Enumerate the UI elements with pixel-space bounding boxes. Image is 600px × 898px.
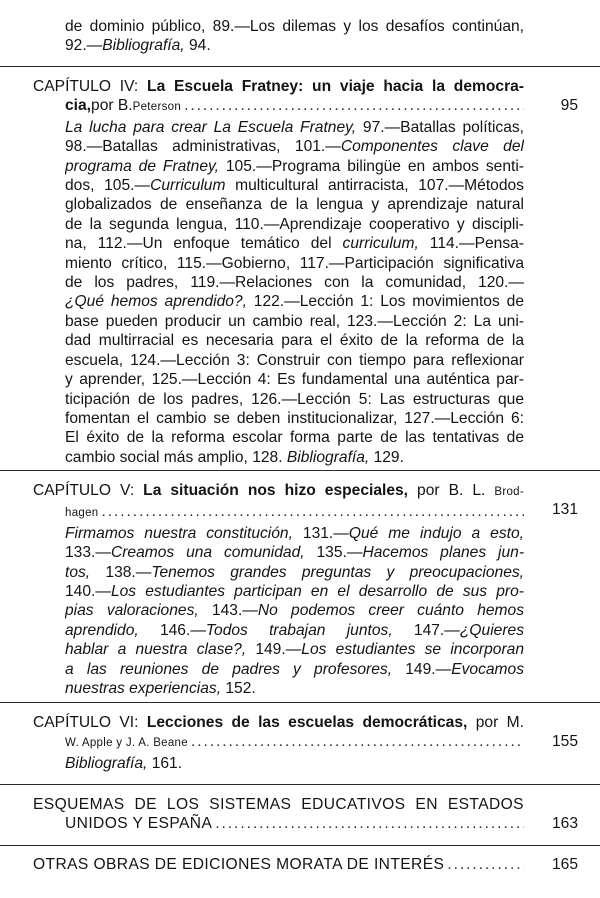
otras-obras-page-number: 165	[551, 856, 578, 873]
esquemas-heading-line-2: UNIDOS Y ESPAÑA . . .	[65, 814, 524, 833]
divider-rule-3	[0, 702, 600, 703]
chapter-6-heading-line-2: W. Apple y J. A. Beane . . .	[65, 732, 524, 753]
esquemas-page-number: 163	[551, 815, 578, 832]
esquemas-heading: ESQUEMAS DE LOS SISTEMAS EDUCATIVOS EN ESTADOS	[33, 796, 524, 813]
chapter-6-entry[interactable]	[33, 713, 524, 773]
chapter-6-summary: Bibliografía, 161.	[65, 754, 183, 772]
dot-leader	[215, 814, 524, 833]
chapter-4-page-number: 95	[560, 97, 578, 114]
continuation-line-1: de dominio público, 89.—Los dilemas y los desafíos continúan,	[65, 18, 524, 35]
chapter-4-heading: CAPÍTULO IV: La Escuela Fratney: un viaje hacia la democra-	[33, 78, 524, 95]
chapter-6-page-number: 155	[551, 733, 578, 750]
dot-leader	[101, 502, 524, 521]
chapter-5-heading-line-2: hagen . . .	[65, 502, 524, 523]
chapter-5-page-number: 131	[551, 501, 578, 518]
divider-rule-4	[0, 784, 600, 785]
esquemas-entry[interactable]	[33, 795, 524, 834]
chapter-5-entry[interactable]	[33, 481, 524, 698]
continuation-line-2: 92.—Bibliografía, 94.	[65, 37, 211, 55]
otras-obras-entry[interactable]	[33, 855, 524, 874]
chapter-5-heading: CAPÍTULO V: La situación nos hizo especiales, por B. L. Brod-	[33, 482, 524, 499]
chapter-4-heading-line-2: cia, por B. Peterson . . .	[65, 96, 524, 117]
dot-leader	[184, 96, 524, 115]
dot-leader	[447, 855, 524, 874]
chapter-6-heading: CAPÍTULO VI: Lecciones de las escuelas democráticas, por M.	[33, 714, 524, 731]
divider-rule-2	[0, 470, 600, 471]
otras-obras-heading: OTRAS OBRAS DE EDICIONES MORATA DE INTERÉS . . .	[33, 855, 524, 874]
divider-rule-1	[0, 66, 600, 67]
previous-chapter-continuation	[65, 17, 524, 56]
dot-leader	[191, 732, 524, 751]
chapter-4-entry[interactable]	[33, 77, 524, 467]
chapter-5-summary: Firmamos nuestra constitución, 131.—Qué me indujo a esto, 133.—Creamos una comunidad, 135.—Hacemos planes jun- tos, 138.—Tenemos grandes preguntas y preocupaciones, 140.—Los estudiantes participan en el desarrollo de sus pro- pias valoraciones, 143.—No podemos creer cuánto hemos aprendido, 146.—Todos trabajan juntos, 147.—¿Quieres hablar a nuestra clase?, 149.—Los estudiantes se incorporan a las reuniones de padres y profesores, 149.—Evocamos nuestras experiencias, 152.	[65, 524, 524, 698]
divider-rule-5	[0, 845, 600, 846]
chapter-4-summary: La lucha para crear La Escuela Fratney, 97.—Batallas políticas, 98.—Batallas administrativas, 101.—Componentes clave del programa de Fratney, 105.—Programa bilingüe en ambos senti- dos, 105.—Curriculum multicultural antirracista, 107.—Métodos globalizados de enseñanza de la lengua y aprendizaje natural de la segunda lengua, 110.—Aprendizaje cooperativo y discipli- na, 112.—Un enfoque temático del curriculum, 114.—Pensa- miento crítico, 115.—Gobierno, 117.—Participación significativa de los padres, 119.—Relaciones con la comunidad, 120.— ¿Qué hemos aprendido?, 122.—Lección 1: Los movimientos de base pueden producir un cambio real, 123.—Lección 2: La uni- dad multirracial es necesaria para el éxito de la reforma de la escuela, 124.—Lección 3: Construir con tiempo para reflexionar y aprender, 125.—Lección 4: Es fundamental una auténtica par- ticipación de los padres, 126.—Lección 5: Las estructuras que fomentan el cambio se deben institucionalizar, 127.—Lección 6: El éxito de la reforma escolar forma parte de las tentativas de cambio social más amplio, 128. Bibliografía, 129.	[65, 118, 524, 466]
